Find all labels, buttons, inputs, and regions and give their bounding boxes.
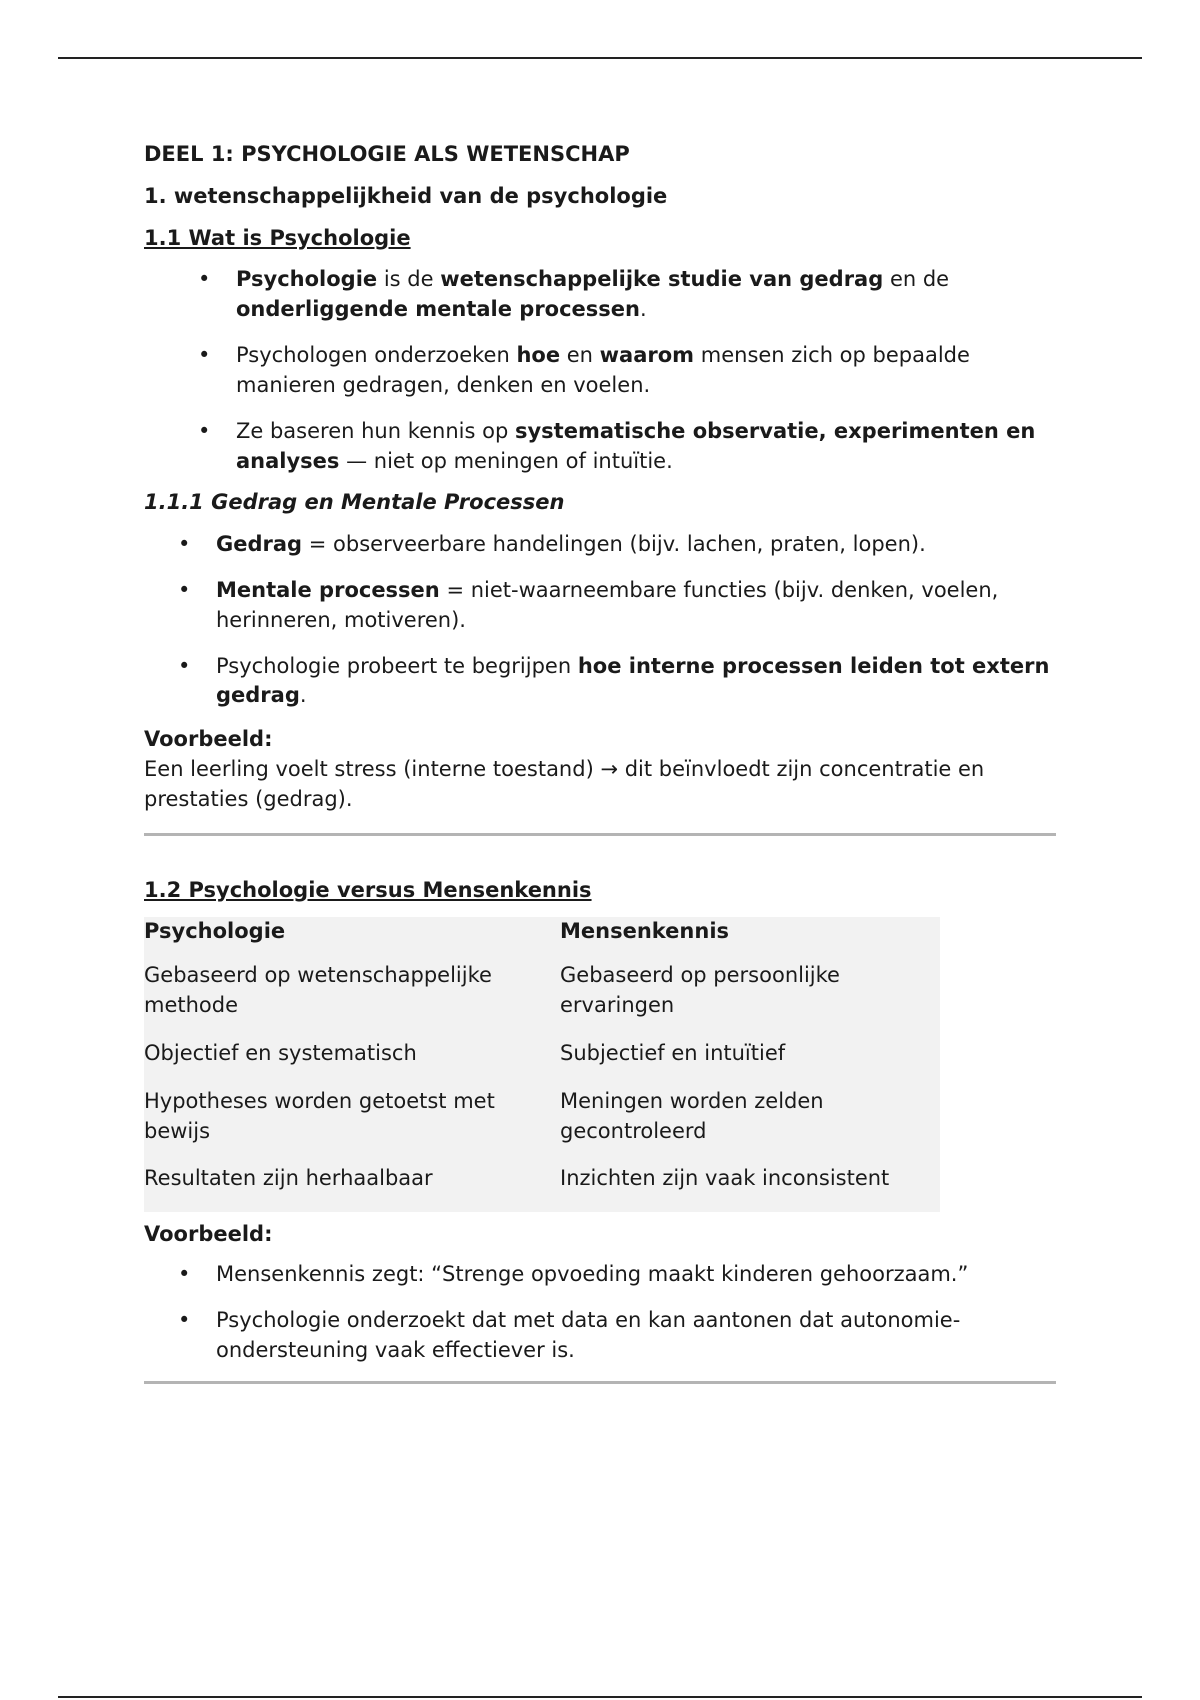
section-divider — [144, 833, 1056, 836]
table-cell: Objectief en systematisch — [144, 1040, 417, 1065]
section-divider — [144, 1381, 1056, 1384]
list-item — [144, 265, 1054, 325]
table-row — [144, 1164, 940, 1212]
bold-term: onderliggende mentale processen — [236, 297, 640, 322]
list-item — [144, 417, 1054, 477]
table-cell: Inzichten zijn vaak inconsistent — [560, 1166, 890, 1191]
example-label: Voorbeeld: — [144, 1222, 273, 1247]
text: en — [560, 343, 600, 368]
bold-term: waarom — [599, 343, 695, 368]
bold-term: systematische observatie, experimenten en analyses — [236, 418, 1036, 473]
text: Psychologie onderzoekt dat met data en kan aantonen dat autonomie-ondersteuning vaak effectiever is. — [216, 1307, 961, 1362]
section-title-1-1-1: 1.1.1 Gedrag en Mentale Processen — [144, 490, 565, 515]
bullet-icon: • — [178, 577, 191, 602]
bullet-icon: • — [178, 1261, 191, 1286]
list-item — [144, 576, 1054, 636]
table-row — [144, 1087, 940, 1165]
comparison-table — [144, 917, 940, 1212]
text: = niet-waarneembare functies (bijv. denken, voelen, herinneren, motiveren). — [216, 577, 999, 632]
list-item — [144, 652, 1054, 712]
table-cell: Gebaseerd op wetenschappelijke methode — [144, 963, 492, 1018]
part-title: DEEL 1: PSYCHOLOGIE ALS WETENSCHAP — [144, 142, 630, 166]
text: . — [639, 297, 647, 322]
list-item — [144, 341, 1054, 401]
table-row — [144, 1039, 940, 1087]
section-1-2-bullet-list — [144, 1260, 1054, 1365]
bullet-icon: • — [178, 653, 191, 678]
page-bottom-rule — [58, 1696, 1142, 1698]
section-title-1-1: 1.1 Wat is Psychologie — [144, 225, 411, 250]
text: Psychologie probeert te begrijpen — [216, 653, 578, 678]
section-title-1-2: 1.2 Psychologie versus Mensenkennis — [144, 877, 592, 902]
bullet-icon: • — [198, 418, 211, 443]
bullet-icon: • — [198, 267, 211, 292]
bullet-icon: • — [198, 343, 211, 368]
section-1-1-1-bullet-list — [144, 530, 1054, 711]
bold-term: Psychologie — [236, 267, 378, 292]
bold-term: Mentale processen — [216, 577, 440, 602]
bullet-icon: • — [178, 532, 191, 557]
chapter-title: 1. wetenschappelijkheid van de psychologie — [144, 183, 668, 208]
page-top-rule — [58, 57, 1142, 59]
list-item — [144, 530, 1054, 560]
text: en de — [883, 267, 950, 292]
example-label: Voorbeeld: — [144, 727, 273, 752]
list-item — [144, 1260, 1054, 1290]
example-text: Een leerling voelt stress (interne toestand) → dit beïnvloedt zijn concentratie en prestaties (gedrag). — [144, 757, 985, 811]
text: is de — [377, 267, 441, 292]
text: = observeerbare handelingen (bijv. lachen, praten, lopen). — [302, 532, 926, 557]
bold-term: wetenschappelijke studie van gedrag — [440, 267, 884, 292]
table-cell: Resultaten zijn herhaalbaar — [144, 1166, 433, 1191]
text: Mensenkennis zegt: “Strenge opvoeding maakt kinderen gehoorzaam.” — [216, 1261, 969, 1286]
table-header-cell: Mensenkennis — [560, 919, 730, 944]
table-cell: Meningen worden zelden gecontroleerd — [560, 1088, 824, 1143]
text: . — [299, 683, 307, 708]
bold-term: hoe interne processen leiden tot extern gedrag — [216, 653, 1050, 708]
text: mensen zich op bepaalde manieren gedragen, denken en voelen. — [236, 343, 970, 397]
table-cell: Hypotheses worden getoetst met bewijs — [144, 1088, 495, 1143]
text: — niet op meningen of intuïtie. — [339, 448, 673, 473]
table-cell: Gebaseerd op persoonlijke ervaringen — [560, 963, 840, 1018]
table-cell: Subjectief en intuïtief — [560, 1040, 786, 1065]
bold-term: hoe — [516, 343, 561, 368]
bullet-icon: • — [178, 1307, 191, 1332]
text: Psychologen onderzoeken — [236, 343, 517, 368]
table-header-row — [144, 917, 940, 961]
text: Ze baseren hun kennis op — [236, 418, 515, 443]
bold-term: Gedrag — [216, 532, 303, 557]
table-row — [144, 961, 940, 1039]
document-body — [144, 140, 1054, 1384]
section-1-1-bullet-list — [144, 265, 1054, 476]
list-item — [144, 1306, 1054, 1366]
table-header-cell: Psychologie — [144, 919, 286, 944]
